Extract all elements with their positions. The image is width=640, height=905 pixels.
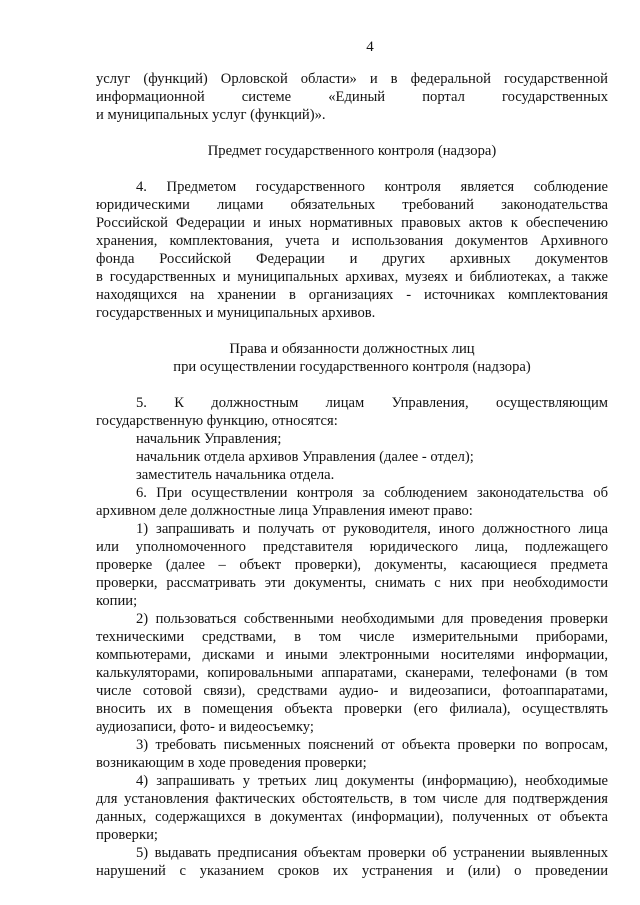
page-number: 4 (366, 39, 374, 55)
text-line: хранения, комплектования, учета и использования документов Архивного (96, 233, 608, 249)
text-line: услуг (функций) Орловской области» и в федеральной государственной (96, 71, 608, 87)
paragraph-spacer (96, 322, 608, 340)
text-line: компьютерами, дисками и иными электронными носителями информации, (96, 647, 608, 663)
section-heading: Предмет государственного контроля (надзора) (207, 143, 497, 159)
paragraph-first-line: 6. При осуществлении контроля за соблюдением законодательства об (136, 485, 608, 501)
paragraph-first-line: 4) запрашивать у третьих лиц документы (информацию), необходимые (136, 773, 608, 789)
text-line: числе сотовой связи), средствами аудио- и видеозаписи, фотоаппаратами, (96, 683, 608, 699)
paragraph-first-line: 2) пользоваться собственными необходимыми для проведения проверки (136, 611, 608, 627)
text-line: или уполномоченного представителя юридического лица, подлежащего (96, 539, 608, 555)
text-line: в государственных и муниципальных архивах, музеях и библиотеках, а также (96, 269, 608, 285)
text-line: проверки, рассматривать эти документы, снимать с них при необходимости (96, 575, 608, 591)
text-line: копии; (96, 593, 138, 609)
text-line: проверке (далее – объект проверки), документы, касающиеся предмета (96, 557, 608, 573)
text-line: информационной системе «Единый портал государственных (96, 89, 608, 105)
section-heading: при осуществлении государственного контроля (надзора) (173, 359, 531, 375)
text-line: для установления фактических обстоятельств, в том числе для подтверждения (96, 791, 608, 807)
paragraph-first-line: 1) запрашивать и получать от руководителя, иного должностного лица (136, 521, 608, 537)
document-body (96, 70, 608, 880)
text-line: техническими средствами, в том числе измерительными приборами, (96, 629, 608, 645)
text-line: заместитель начальника отдела. (136, 467, 335, 483)
text-line: государственную функцию, относятся: (96, 413, 338, 429)
paragraph-first-line: 5. К должностным лицам Управления, осуществляющим (136, 395, 608, 411)
text-line: архивном деле должностные лица Управления имеют право: (96, 503, 473, 519)
text-line: начальник Управления; (136, 431, 282, 447)
paragraph-spacer (96, 160, 608, 178)
text-line: и муниципальных услуг (функций)». (96, 107, 326, 123)
text-line: Российской Федерации и иных нормативных правовых актов к обеспечению (96, 215, 608, 231)
paragraph-first-line: 3) требовать письменных пояснений от объекта проверки по вопросам, (136, 737, 608, 753)
text-line: фонда Российской Федерации и других архивных документов (96, 251, 608, 267)
paragraph-spacer (96, 124, 608, 142)
paragraph-first-line: 4. Предметом государственного контроля является соблюдение (136, 179, 608, 195)
text-line: вносить их в помещения объекта проверки (его филиала), осуществлять (96, 701, 608, 717)
text-line: возникающим в ходе проведения проверки; (96, 755, 367, 771)
text-line: находящихся на хранении в организациях - источниках комплектования (96, 287, 608, 303)
text-line: данных, содержащихся в документах (информации), полученных от объекта (96, 809, 608, 825)
text-line: юридическими лицами обязательных требований законодательства (96, 197, 608, 213)
text-line: государственных и муниципальных архивов. (96, 305, 376, 321)
section-heading: Права и обязанности должностных лиц (229, 341, 475, 357)
text-line: калькуляторами, копировальными аппаратами, сканерами, телефонами (в том (96, 665, 608, 681)
paragraph-first-line: 5) выдавать предписания объектам проверки об устранении выявленных (136, 845, 608, 861)
text-line: проверки; (96, 827, 158, 843)
text-line: аудиозаписи, фото- и видеосъемку; (96, 719, 314, 735)
text-line: нарушений с указанием сроков их устранения и (или) о проведении (96, 863, 608, 879)
text-line: начальник отдела архивов Управления (далее - отдел); (136, 449, 474, 465)
paragraph-spacer (96, 376, 608, 394)
